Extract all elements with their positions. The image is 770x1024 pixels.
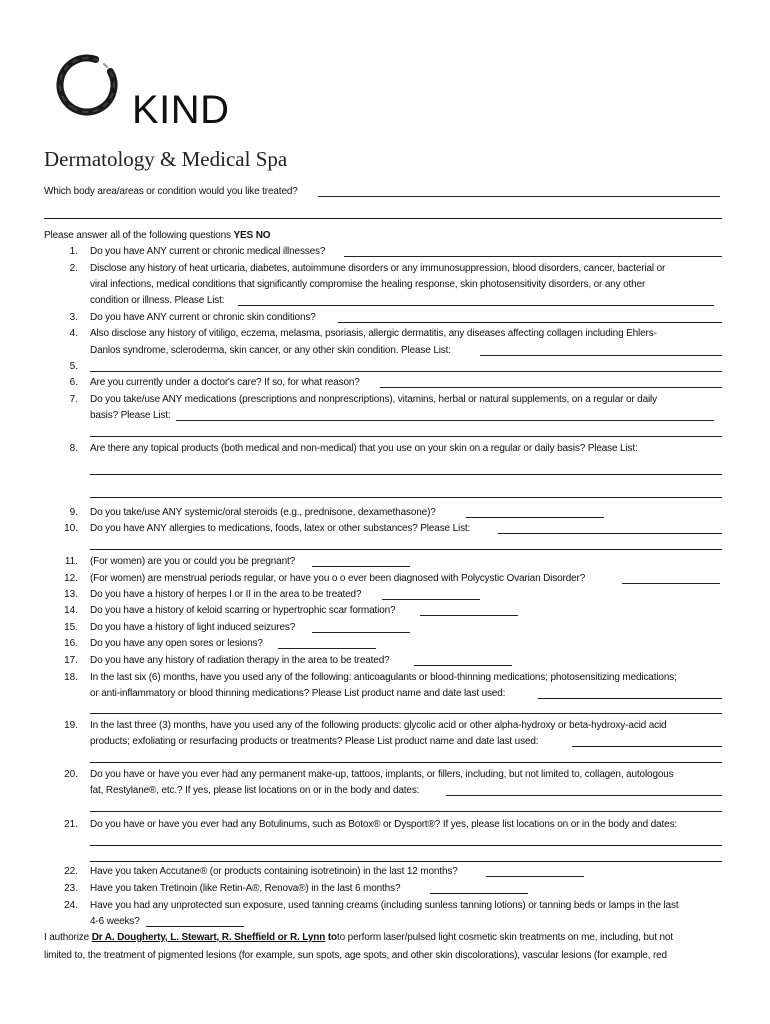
answer-line[interactable] xyxy=(90,811,722,812)
question-text: Do you have a history of herpes I or II in the area to be treated? xyxy=(90,589,362,600)
answer-line[interactable] xyxy=(90,549,722,550)
logo-ring-icon xyxy=(54,52,120,118)
question-number: 20. xyxy=(64,769,78,780)
answer-line[interactable] xyxy=(430,893,528,894)
answer-line[interactable] xyxy=(380,387,722,388)
question-number: 1. xyxy=(69,246,78,257)
question-text: Do you take/use ANY medications (prescriptions and nonprescriptions), vitamins, herbal or natural supplements, on a regular or daily xyxy=(90,394,657,405)
question-text: Do you have ANY allergies to medications, foods, latex or other substances? Please List: xyxy=(90,523,471,534)
answer-line[interactable] xyxy=(312,632,410,633)
question-number: 17. xyxy=(64,655,78,666)
question-text: In the last three (3) months, have you used any of the following products: glycolic acid or other alpha-hydroxy or beta-hydroxy-acid acid xyxy=(90,720,667,731)
question-number: 5. xyxy=(69,361,78,372)
authorization-line-2: limited to, the treatment of pigmented lesions (for example, sun spots, age spots, and other skin discolorations), vascular lesions (for example, red xyxy=(44,950,667,961)
answer-line[interactable] xyxy=(90,371,722,372)
question-text: Do you have a history of light induced seizures? xyxy=(90,622,296,633)
question-number: 14. xyxy=(64,605,78,616)
authorization-line-1 xyxy=(44,932,673,944)
question-text: Have you taken Accutane® (or products containing isotretinoin) in the last 12 months? xyxy=(90,866,458,877)
question-number: 24. xyxy=(64,900,78,911)
question-text: Do you have ANY current or chronic medical illnesses? xyxy=(90,246,326,257)
question-text: Disclose any history of heat urticaria, diabetes, autoimmune disorders or any immunosuppression, blood disorders, cancer, bacterial or xyxy=(90,263,666,274)
question-text: Are there any topical products (both medical and non-medical) that you use on your skin on a regular or daily basis? Please List: xyxy=(90,443,638,454)
answer-line[interactable] xyxy=(414,665,512,666)
question-text: Do you have or have you ever had any permanent make-up, tattoos, implants, or fillers, including, but not limited to, collagen, autologous xyxy=(90,769,674,780)
answer-line[interactable] xyxy=(90,474,722,475)
page-subtitle: Dermatology & Medical Spa xyxy=(44,147,288,171)
body-area-answer-line-2[interactable] xyxy=(44,218,722,219)
answer-line[interactable] xyxy=(382,599,480,600)
question-text: Do you have ANY current or chronic skin conditions? xyxy=(90,312,316,323)
question-number: 19. xyxy=(64,720,78,731)
question-number: 16. xyxy=(64,638,78,649)
answer-line[interactable] xyxy=(146,926,244,927)
question-number: 9. xyxy=(69,507,78,518)
question-number: 10. xyxy=(64,523,78,534)
authorization-prefix: I authorize xyxy=(44,932,90,943)
question-text: Do you take/use ANY systemic/oral steroids (e.g., prednisone, dexamethasone)? xyxy=(90,507,436,518)
question-text: Have you had any unprotected sun exposure, used tanning creams (including sunless tanning lotions) or tanning beds or lamps in the last xyxy=(90,900,679,911)
question-number: 18. xyxy=(64,672,78,683)
answer-line[interactable] xyxy=(466,517,604,518)
body-area-question: Which body area/areas or condition would you like treated? xyxy=(44,186,298,197)
authorized-doctors: Dr A. Dougherty, L. Stewart, R. Sheffield or R. Lynn xyxy=(91,932,326,943)
question-number: 11. xyxy=(64,556,78,567)
answer-line[interactable] xyxy=(480,355,722,356)
question-number: 22. xyxy=(64,866,78,877)
answer-line[interactable] xyxy=(238,305,714,306)
answer-line[interactable] xyxy=(90,762,722,763)
answer-line[interactable] xyxy=(498,533,722,534)
question-text: fat, Restylane®, etc.? If yes, please list locations on or in the body and dates: xyxy=(90,785,420,796)
answer-line[interactable] xyxy=(90,861,722,862)
question-text: Have you taken Tretinoin (like Retin-A®, Renova®) in the last 6 months? xyxy=(90,883,401,894)
question-text: Danlos syndrome, scleroderma, skin cancer, or any other skin condition. Please List: xyxy=(90,345,451,356)
answer-line[interactable] xyxy=(538,698,722,699)
question-number: 23. xyxy=(64,883,78,894)
answer-line[interactable] xyxy=(344,256,722,257)
question-text: 4-6 weeks? xyxy=(90,916,140,927)
question-number: 2. xyxy=(69,263,78,274)
answer-line[interactable] xyxy=(90,497,722,498)
question-text: In the last six (6) months, have you used any of the following: anticoagulants or blood-thinning medications; photosensitizing medications; xyxy=(90,672,677,683)
question-text: condition or illness. Please List: xyxy=(90,295,225,306)
question-text: products; exfoliating or resurfacing products or treatments? Please List product name and date last used: xyxy=(90,736,539,747)
question-number: 3. xyxy=(69,312,78,323)
answer-line[interactable] xyxy=(278,648,376,649)
answer-line[interactable] xyxy=(420,615,518,616)
body-area-answer-line[interactable] xyxy=(318,196,720,197)
question-number: 13. xyxy=(64,589,78,600)
question-number: 4. xyxy=(69,328,78,339)
answer-line[interactable] xyxy=(312,566,410,567)
answer-line[interactable] xyxy=(90,713,722,714)
question-number: 6. xyxy=(69,377,78,388)
answer-line[interactable] xyxy=(90,845,722,846)
instructions-text: Please answer all of the following questions xyxy=(44,230,231,241)
answer-line[interactable] xyxy=(622,583,720,584)
question-text: Do you have any history of radiation therapy in the area to be treated? xyxy=(90,655,390,666)
question-text: Do you have any open sores or lesions? xyxy=(90,638,263,649)
question-text: (For women) are you or could you be pregnant? xyxy=(90,556,296,567)
question-text: Also disclose any history of vitiligo, eczema, melasma, psoriasis, allergic dermatitis, any diseases affecting collagen including Ehlers- xyxy=(90,328,657,339)
question-number: 15. xyxy=(64,622,78,633)
logo-text: KIND xyxy=(132,88,230,132)
answer-line[interactable] xyxy=(338,322,722,323)
question-text: Are you currently under a doctor's care? If so, for what reason? xyxy=(90,377,360,388)
question-text: viral infections, medical conditions that significantly compromise the healing response, skin photosensitivity disorders, or any other xyxy=(90,279,646,290)
question-number: 8. xyxy=(69,443,78,454)
question-text: Do you have a history of keloid scarring or hypertrophic scar formation? xyxy=(90,605,396,616)
question-number: 7. xyxy=(69,394,78,405)
answer-line[interactable] xyxy=(572,746,722,747)
instructions xyxy=(44,230,270,242)
authorization-rest: to perform laser/pulsed light cosmetic skin treatments on me, including, but not xyxy=(336,932,673,943)
answer-line[interactable] xyxy=(176,420,714,421)
question-text: (For women) are menstrual periods regular, or have you o o ever been diagnosed with Polycystic Ovarian Disorder? xyxy=(90,573,586,584)
authorization-to: to xyxy=(327,932,337,943)
answer-line[interactable] xyxy=(90,436,722,437)
question-text: or anti-inflammatory or blood thinning medications? Please List product name and date last used: xyxy=(90,688,506,699)
question-number: 12. xyxy=(64,573,78,584)
answer-line[interactable] xyxy=(486,876,584,877)
answer-line[interactable] xyxy=(446,795,722,796)
yes-no-header: YES NO xyxy=(233,230,271,241)
question-text: Do you have or have you ever had any Botulinums, such as Botox® or Dysport®? If yes, please list locations on or in the body and dates: xyxy=(90,819,678,830)
question-number: 21. xyxy=(64,819,78,830)
question-text: basis? Please List: xyxy=(90,410,171,421)
